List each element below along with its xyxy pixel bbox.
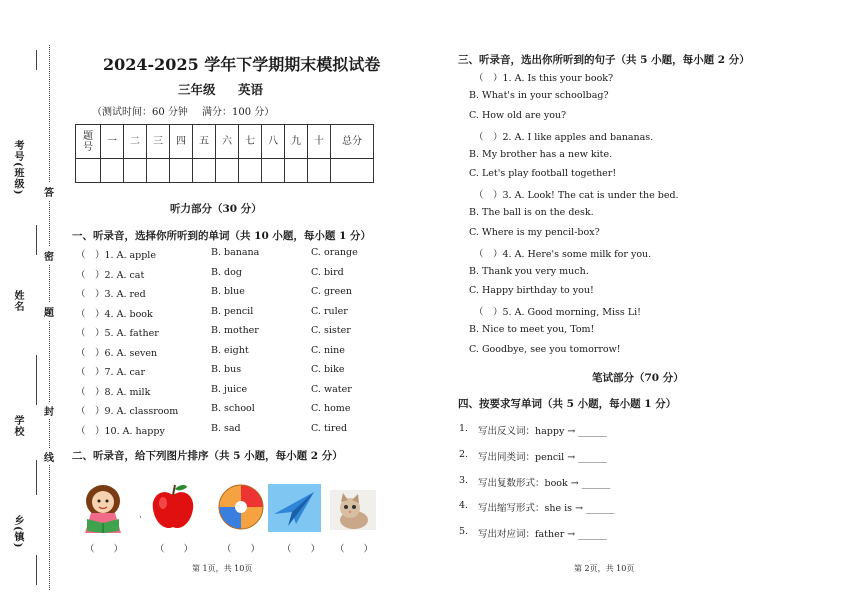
question-option-c[interactable]: C. orange (311, 247, 358, 258)
score-cell[interactable] (262, 159, 285, 183)
score-col: 四 (170, 125, 193, 159)
score-col: 七 (239, 125, 262, 159)
score-cell[interactable] (170, 159, 193, 183)
score-cell[interactable] (216, 159, 239, 183)
sentence-option-b[interactable]: B. Thank you very much. (469, 265, 589, 277)
question-option-a[interactable]: （ ）5. A. father (76, 328, 159, 339)
kitten-image (330, 490, 376, 530)
answer-blank[interactable]: （ ） (335, 544, 374, 555)
question-option-a[interactable]: （ ）8. A. milk (76, 386, 151, 398)
seal-char: 答 (44, 183, 54, 200)
score-col: 十 (308, 125, 331, 159)
score-total-col: 总分 (331, 125, 374, 159)
sentence-option-a[interactable]: （ ）1. A. Is this your book? (474, 73, 614, 84)
question-option-b[interactable]: B. pencil (211, 305, 254, 317)
full-score: 满分：100 分） (202, 107, 275, 118)
word-task-number: 3. (459, 474, 469, 486)
sentence-option-c[interactable]: C. Let's play football together! (469, 168, 617, 180)
seal-char: 线 (44, 448, 54, 465)
sentence-option-c[interactable]: C. Happy birthday to you! (469, 285, 594, 297)
score-cell[interactable] (193, 159, 216, 183)
score-col: 一 (101, 125, 124, 159)
binding-solid-line (36, 460, 37, 495)
question-option-c[interactable]: C. nine (311, 344, 345, 356)
sentence-option-a[interactable]: （ ）3. A. Look! The cat is under the bed. (474, 190, 679, 202)
township-label: 乡(镇) (12, 515, 23, 549)
word-task-number: 4. (459, 500, 469, 512)
sentence-option-a[interactable]: （ ）5. A. Good morning, Miss Li! (474, 307, 641, 319)
question-option-b[interactable]: B. sad (211, 422, 241, 434)
page-footer-right: 第 2页，共 10页 (574, 564, 635, 573)
sentence-option-c[interactable]: C. How old are you? (469, 109, 567, 121)
girl-reading-image (77, 481, 129, 533)
score-col: 五 (193, 125, 216, 159)
score-cell[interactable] (239, 159, 262, 183)
word-task-number: 5. (459, 526, 469, 538)
word-task-number: 1. (459, 423, 469, 434)
word-task[interactable]: 写出同类词：pencil → ______ (478, 451, 607, 463)
score-col: 八 (262, 125, 285, 159)
score-table-row-label: 题 号 (76, 125, 101, 159)
question-option-b[interactable]: B. mother (211, 325, 259, 336)
sentence-option-a[interactable]: （ ）4. A. Here's some milk for you. (474, 248, 652, 260)
score-cell[interactable] (147, 159, 170, 183)
apple-image (147, 481, 199, 533)
question-option-a[interactable]: （ ）6. A. seven (76, 347, 158, 359)
binding-strip (0, 0, 62, 607)
sentence-option-a[interactable]: （ ）2. A. I like apples and bananas. (474, 131, 654, 143)
question-option-c[interactable]: C. water (311, 383, 352, 395)
sentence-option-c[interactable]: C. Where is my pencil-box? (469, 226, 600, 238)
question-option-a[interactable]: （ ）4. A. book (76, 308, 153, 320)
paper-plane-image (268, 484, 321, 532)
name-label: 姓名 (12, 290, 23, 312)
listening-header: 听力部分（30 分） (170, 203, 262, 215)
question-option-b[interactable]: B. school (211, 403, 255, 414)
score-cell[interactable] (285, 159, 308, 183)
question-option-c[interactable]: C. home (311, 403, 351, 414)
question-option-a[interactable]: （ ）2. A. cat (76, 269, 145, 281)
answer-blank[interactable]: （ ） (155, 544, 194, 555)
question-option-b[interactable]: B. bus (211, 364, 242, 375)
exam-title: 2024-2025 学年下学期期末模拟试卷 (103, 55, 381, 74)
word-task[interactable]: 写出复数形式：book → ______ (478, 477, 611, 489)
sentence-option-c[interactable]: C. Goodbye, see you tomorrow! (469, 343, 621, 355)
section3-title: 三、听录音，选出你所听到的句子（共 5 小题，每小题 2 分） (458, 54, 750, 66)
question-option-c[interactable]: C. sister (311, 325, 351, 336)
section2-title: 二、听录音，给下列图片排序（共 5 小题，每小题 2 分） (72, 450, 343, 462)
question-option-a[interactable]: （ ）1. A. apple (76, 250, 156, 261)
sentence-option-b[interactable]: B. The ball is on the desk. (469, 207, 594, 219)
written-header: 笔试部分（70 分） (592, 372, 684, 384)
sentence-option-b[interactable]: B. My brother has a new kite. (469, 148, 613, 160)
question-option-c[interactable]: C. bird (311, 266, 344, 278)
section4-title: 四、按要求写单词（共 5 小题，每小题 1 分） (458, 398, 677, 410)
question-option-a[interactable]: （ ）7. A. car (76, 367, 146, 378)
binding-solid-line (36, 50, 37, 70)
question-option-b[interactable]: B. banana (211, 247, 260, 258)
word-task[interactable]: 写出对应词：father → ______ (478, 529, 607, 541)
sentence-option-b[interactable]: B. Nice to meet you, Tom! (469, 324, 595, 336)
test-time: （测试时间：60 分钟 (92, 107, 188, 118)
question-option-a[interactable]: （ ）9. A. classroom (76, 406, 179, 417)
score-cell[interactable] (124, 159, 147, 183)
word-task[interactable]: 写出反义词：happy → ______ (478, 426, 607, 437)
question-option-c[interactable]: C. green (311, 286, 352, 297)
seal-char: 封 (44, 402, 54, 419)
score-cell[interactable] (76, 159, 101, 183)
binding-solid-line (36, 555, 37, 585)
question-option-c[interactable]: C. tired (311, 422, 348, 434)
score-col: 三 (147, 125, 170, 159)
question-option-b[interactable]: B. blue (211, 286, 245, 297)
sentence-option-b[interactable]: B. What's in your schoolbag? (469, 90, 609, 101)
answer-blank[interactable]: （ ） (222, 544, 261, 555)
page-footer-left: 第 1页，共 10页 (192, 564, 253, 573)
question-option-b[interactable]: B. juice (211, 383, 248, 395)
score-col: 九 (285, 125, 308, 159)
question-option-b[interactable]: B. dog (211, 266, 242, 278)
subject-label: 英语 (238, 82, 264, 97)
score-cell[interactable] (331, 159, 374, 183)
separator-dot: · (139, 513, 142, 523)
exam-number-label: 考号(班级) (12, 140, 23, 196)
score-col: 二 (124, 125, 147, 159)
score-cell[interactable] (308, 159, 331, 183)
seal-char: 密 (44, 247, 54, 264)
section1-title: 一、听录音，选择你所听到的单词（共 10 小题，每小题 1 分） (72, 230, 372, 242)
answer-blank[interactable]: （ ） (85, 544, 124, 555)
answer-blank[interactable]: （ ） (282, 544, 321, 555)
question-option-c[interactable]: C. ruler (311, 305, 348, 317)
question-option-c[interactable]: C. bike (311, 364, 345, 375)
school-label: 学校 (12, 415, 23, 437)
question-option-a[interactable]: （ ）10. A. happy (76, 425, 165, 437)
score-cell[interactable] (101, 159, 124, 183)
question-option-a[interactable]: （ ）3. A. red (76, 289, 146, 300)
grade-label: 三年级 (178, 82, 216, 97)
ball-image (215, 481, 267, 533)
question-option-b[interactable]: B. eight (211, 344, 249, 356)
word-task-number: 2. (459, 448, 469, 460)
score-table (75, 124, 374, 183)
score-col: 六 (216, 125, 239, 159)
seal-char: 题 (44, 303, 54, 320)
binding-solid-line (36, 355, 37, 405)
word-task[interactable]: 写出缩写形式：she is → ______ (478, 503, 615, 515)
binding-solid-line (36, 225, 37, 255)
